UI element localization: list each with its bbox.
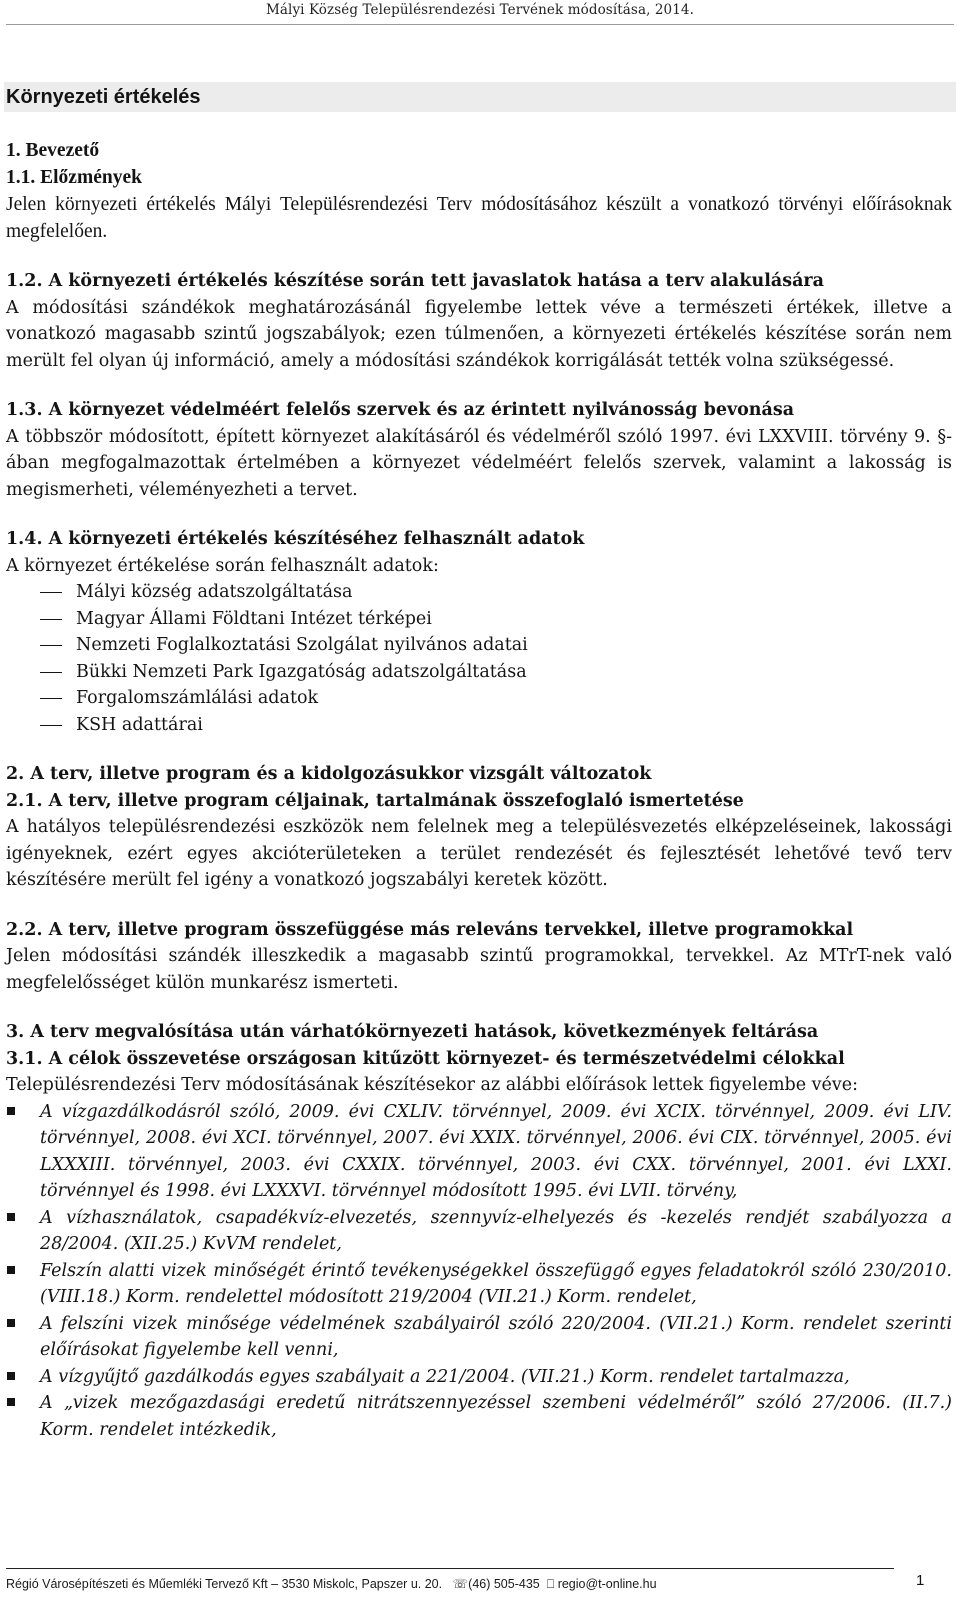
section-2-2-text: Jelen módosítási szándék illeszkedik a magasabb szintű programokkal, tervekkel. Az MTrT-nek való megfelelősséget külön munkarész ismerteti.: [6, 946, 952, 993]
list-item: Mályi község adatszolgáltatása: [6, 579, 952, 606]
section-1: [6, 138, 952, 245]
list-item: Bükki Nemzeti Park Igazgatóság adatszolgáltatása: [6, 659, 952, 686]
section-heading-1: 1. Bevezető: [6, 140, 100, 161]
section-heading-2-1: 2.1. A terv, illetve program céljainak, tartalmának összefoglaló ismertetése: [6, 790, 744, 811]
list-item: A vízgyűjtő gazdálkodás egyes szabályait a 221/2004. (VII.21.) Korm. rendelet tartalmazza,: [6, 1364, 952, 1391]
section-heading-2-2: 2.2. A terv, illetve program összefüggése más releváns tervekkel, illetve programokkal: [6, 919, 854, 940]
section-heading-3-1: 3.1. A célok összevetése országosan kitűzött környezet- és természetvédelmi célokkal: [6, 1048, 845, 1069]
footer-company: Régió Városépítészeti és Műemléki Tervező Kft – 3530 Miskolc, Papszer u. 20.: [6, 1577, 443, 1591]
section-heading-3: 3. A terv megvalósítása után várhatókörnyezeti hatások, következmények feltárása: [6, 1022, 819, 1042]
list-item: Nemzeti Foglalkoztatási Szolgálat nyilvános adatai: [6, 632, 952, 659]
phone-icon: ☏: [452, 1577, 469, 1591]
main-content: [6, 268, 952, 1443]
list-item: A felszíni vizek minősége védelmének szabályairól szóló 220/2004. (VII.21.) Korm. rendelet szerinti előírásokat figyelembe kell venni,: [6, 1311, 952, 1364]
page-title: Környezeti értékelés: [4, 82, 956, 112]
header-rule: [6, 24, 954, 25]
section-3-1-intro: Településrendezési Terv módosításának készítésekor az alábbi előírások lettek figyelembe véve:: [6, 1075, 859, 1095]
list-item: Forgalomszámlálási adatok: [6, 685, 952, 712]
section-heading-1-4: 1.4. A környezeti értékelés készítéséhez felhasznált adatok: [6, 529, 585, 549]
square-bullet-icon: [7, 1319, 15, 1327]
square-bullet-icon: [7, 1398, 15, 1406]
list-item: A vízhasználatok, csapadékvíz-elvezetés, szennyvíz-elhelyezés és -kezelés rendjét szabályozza a 28/2004. (XII.25.) KvVM rendelet,: [6, 1205, 952, 1258]
section-heading-1-2: 1.2. A környezeti értékelés készítése során tett javaslatok hatása a terv alakulására: [6, 271, 824, 291]
running-header: Mályi Község Településrendezési Tervének módosítása, 2014.: [265, 2, 695, 18]
page-number: 1: [916, 1572, 925, 1589]
list-item: Felszín alatti vizek minőségét érintő tevékenységekkel összefüggő egyes feladatokról szóló 230/2010. (VIII.18.) Korm. rendelettel módosított 219/2004 (VII.21.) Korm. rendelet,: [6, 1258, 952, 1311]
data-sources-list: [6, 579, 952, 738]
computer-icon: ⎕: [546, 1577, 555, 1591]
regulations-list: [6, 1099, 952, 1444]
square-bullet-icon: [7, 1372, 15, 1380]
list-item: KSH adattárai: [6, 712, 952, 739]
page-footer: [6, 1576, 657, 1592]
square-bullet-icon: [7, 1213, 15, 1221]
footer-email: regio@t-online.hu: [557, 1577, 657, 1591]
section-1-2-text: A módosítási szándékok meghatározásánál figyelembe lettek véve a természeti értékek, illetve a vonatkozó magasabb szintű jogszabályok; ezen túlmenően, a környezeti értékelés készítése során nem merült fel olyan új információ, amely a módosítási szándékok korrigálását tették volna szükségessé.: [6, 297, 952, 371]
list-item: Magyar Állami Földtani Intézet térképei: [6, 606, 952, 633]
section-2-1-text: A hatályos településrendezési eszközök nem felelnek meg a településvezetés elképzeléseinek, lakossági igényeknek, ezért egyes akcióterületeken a terület rendezését és fejlesztését lehetővé tevő terv készítésére merült fel igény a vonatkozó jogszabályi keretek között.: [6, 817, 952, 890]
section-heading-2: 2. A terv, illetve program és a kidolgozásukkor vizsgált változatok: [6, 764, 652, 784]
section-heading-1-1: 1.1. Előzmények: [6, 166, 142, 188]
section-1-3-text: A többször módosított, épített környezet alakításáról és védelméről szóló 1997. évi LXXVIII. törvény 9. §-ában megfogalmazottak értelmében a környezet védelméért felelős szervek, valamint a lakosság is megismerheti, véleményezheti a tervet.: [6, 426, 952, 500]
section-1-1-text: Jelen környezeti értékelés Mályi Településrendezési Terv módosításához készült a vonatkozó törvényi előírásoknak megfelelően.: [6, 194, 952, 242]
footer-rule: [6, 1568, 894, 1569]
square-bullet-icon: [7, 1266, 15, 1274]
list-item: A vízgazdálkodásról szóló, 2009. évi CXLIV. törvénnyel, 2009. évi XCIX. törvénnyel, 2009. évi LIV. törvénnyel, 2008. évi XCI. törvénnyel, 2007. évi XXIX. törvénnyel, 2006. évi CIX. törvénnyel, 2005. évi LXXXIII. törvénnyel, 2003. évi CXXIX. törvénnyel, 2003. évi CXX. törvénnyel, 2001. évi LXXI. törvénnyel és 1998. évi LXXXVI. törvénnyel módosított 1995. évi LVII. törvény,: [6, 1099, 952, 1205]
list-item: A „vizek mezőgazdasági eredetű nitrátszennyezéssel szembeni védelméről” szóló 27/2006. (II.7.) Korm. rendelet intézkedik,: [6, 1390, 952, 1443]
square-bullet-icon: [7, 1107, 15, 1115]
section-heading-1-3: 1.3. A környezet védelméért felelős szervek és az érintett nyilvánosság bevonása: [6, 400, 795, 420]
section-1-4-intro: A környezet értékelése során felhasznált adatok:: [6, 555, 439, 576]
footer-phone: (46) 505-435: [468, 1577, 540, 1591]
